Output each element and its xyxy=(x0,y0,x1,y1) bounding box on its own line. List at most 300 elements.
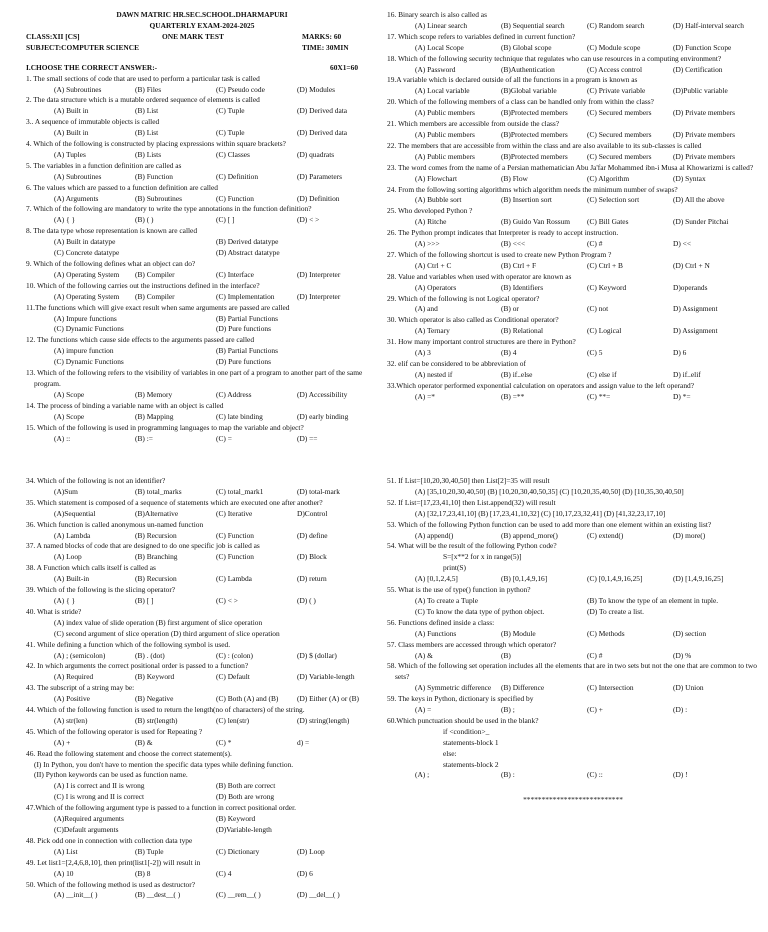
question-list-3 xyxy=(26,476,378,901)
answer-option: (C) Access control xyxy=(587,64,643,74)
answer-option: (A) Subroutines xyxy=(54,171,102,181)
question-item xyxy=(26,640,378,662)
options-row xyxy=(387,487,759,498)
answer-option: (B) Subroutines xyxy=(135,193,183,203)
answer-option: (A) { } xyxy=(54,215,76,225)
question-text: 26. The Python prompt indicates that Interpreter is ready to accept instruction. xyxy=(387,228,619,238)
answer-option: (D) Abstract datatype xyxy=(216,248,280,258)
answer-option: (A)Required arguments xyxy=(54,814,124,824)
answer-option: (B) total_marks xyxy=(135,486,182,496)
question-item xyxy=(26,858,378,880)
answer-option: (B) Branching xyxy=(135,552,178,562)
answer-option: (D) Union xyxy=(673,683,704,693)
answer-option: (A) Public members xyxy=(415,151,475,161)
school-name: DAWN MATRIC HR.SEC.SCHOOL.DHARMAPURI xyxy=(116,10,288,19)
answer-option: (A) Local Scope xyxy=(415,42,464,52)
answer-option: (B) & xyxy=(135,737,153,747)
answer-option: (A) Scope xyxy=(54,389,85,399)
answer-option: (D) Derived data xyxy=(297,128,348,138)
question-text: 31. How many important control structures are there in Python? xyxy=(387,337,576,347)
answer-option: (C) Selection sort xyxy=(587,195,640,205)
question-text: 21. Which members are accessible from outside the class? xyxy=(387,119,560,129)
question-item xyxy=(26,607,378,640)
options-row xyxy=(26,150,378,161)
question-item xyxy=(387,32,759,54)
question-text: 37. A named blocks of code that are designed to do one specific job is called as xyxy=(26,541,260,551)
question-item xyxy=(387,163,759,185)
answer-option: (D) $ (dollar) xyxy=(297,650,337,660)
answer-option: (C) Intersection xyxy=(587,683,634,693)
answer-option: (B) xyxy=(501,650,511,660)
answer-option: (A) Operating System xyxy=(54,269,120,279)
options-row xyxy=(387,705,759,716)
answer-option: (D) To create a list. xyxy=(587,606,645,616)
answer-option: (C) Function xyxy=(216,552,254,562)
answer-option: (B) Relational xyxy=(501,326,544,336)
options-row xyxy=(26,596,378,607)
answer-option: (A) I is correct and II is wrong xyxy=(54,781,145,791)
options-row xyxy=(26,890,378,901)
options-row xyxy=(26,292,378,303)
question-list-1 xyxy=(26,74,378,445)
answer-option: (D) Definition xyxy=(297,193,340,203)
options-row xyxy=(26,574,378,585)
options-row xyxy=(26,215,378,226)
answer-option: (B) Partial Functions xyxy=(216,346,278,356)
answer-option: (A) Operators xyxy=(415,282,457,292)
question-text: 1. The small sections of code that are used to perform a particular task is called xyxy=(26,73,260,83)
question-list-2 xyxy=(387,10,759,403)
options-row xyxy=(387,283,759,294)
options-row xyxy=(26,651,378,662)
options-row xyxy=(387,348,759,359)
question-item xyxy=(26,880,378,902)
answer-option: (A) Symmetric difference xyxy=(415,683,492,693)
answer-option: (C) extend() xyxy=(587,530,624,540)
end-stars: *************************** xyxy=(523,795,623,805)
answer-option: (A) Public members xyxy=(415,108,475,118)
answer-option: (C) Algorithm xyxy=(587,173,630,183)
question-item xyxy=(26,498,378,520)
answer-option: (B) Files xyxy=(135,84,162,94)
question-text: 55. What is the use of type() function in python? xyxy=(387,585,531,595)
question-item xyxy=(26,303,378,336)
question-text: 23. The word comes from the name of a Persian mathematician Abu Ja'far Mohammed ibn-i Musa al Khowarizmi is called? xyxy=(387,162,754,172)
answer-option: (D) Parameters xyxy=(297,171,342,181)
answer-option: (B)Authentication xyxy=(501,64,555,74)
answer-option: (C) late binding xyxy=(216,411,263,421)
options-row xyxy=(387,108,759,119)
answer-option: (A) ; (semicolon) xyxy=(54,650,106,660)
question-text: 30. Which operator is also called as Conditional operator? xyxy=(387,315,559,325)
question-item xyxy=(387,294,759,316)
answer-option: (A) append() xyxy=(415,530,454,540)
answer-option: (A) 10 xyxy=(54,868,74,878)
answer-option: (D) 6 xyxy=(297,868,313,878)
options-row xyxy=(387,239,759,250)
header-row-class xyxy=(26,32,378,43)
options-row xyxy=(26,194,378,205)
question-item xyxy=(387,618,759,640)
answer-option: D) *= xyxy=(673,391,691,401)
answer-option: (D) Pure functions xyxy=(216,357,272,367)
answer-option: (D) Interpreter xyxy=(297,291,341,301)
answer-option: (B) List xyxy=(135,106,159,116)
answer-option: (D) % xyxy=(673,650,692,660)
answer-option: (D) ( ) xyxy=(297,595,316,605)
options-row xyxy=(387,152,759,163)
code-line: else: xyxy=(443,748,457,758)
question-item xyxy=(387,541,759,585)
answer-option: (D) Private members xyxy=(673,129,735,139)
question-item xyxy=(26,727,378,749)
answer-option: (D) Interpreter xyxy=(297,269,341,279)
answer-option: (D) define xyxy=(297,530,328,540)
question-text: 58. Which of the following set operation includes all the elements that are in two sets but not the one that are common to two sets? xyxy=(387,661,757,682)
question-text: 2. The data structure which is a mutable ordered sequence of elements is called xyxy=(26,95,260,105)
answer-option: (A) [0,1,2,4,5] xyxy=(415,574,458,584)
answer-option: (B) ; xyxy=(501,705,515,715)
answer-option: (D) All the above xyxy=(673,195,725,205)
options-row xyxy=(26,172,378,183)
answer-option: (A) List xyxy=(54,846,78,856)
answer-option: (D) < > xyxy=(297,215,320,225)
options-row xyxy=(26,531,378,542)
options-row xyxy=(387,326,759,337)
answer-option: (C)Default arguments xyxy=(54,825,119,834)
answer-option: (B) Tuple xyxy=(135,846,164,856)
question-text: 7. Which of the following are mandatory to write the type annotations in the function definition? xyxy=(26,204,312,214)
answer-option: (A) Built in xyxy=(54,106,89,116)
question-item xyxy=(26,368,378,401)
question-item xyxy=(387,694,759,716)
answer-option: (B)Protected members xyxy=(501,151,568,161)
section-heading xyxy=(26,63,378,74)
code-line: statements-block 2 xyxy=(443,759,499,769)
answer-option: (C) Secured members xyxy=(587,151,652,161)
answer-option: (C) # xyxy=(587,239,603,249)
answer-option: (A) Ctrl + C xyxy=(415,260,452,270)
question-text: 39. Which of the following is the slicing operator? xyxy=(26,585,176,595)
code-line: statements-block 1 xyxy=(443,737,499,747)
answer-option: (D) Variable-length xyxy=(297,672,355,682)
answer-option: (A) Operating System xyxy=(54,291,120,301)
question-text: 32. elif can be considered to be abbreviation of xyxy=(387,359,526,368)
answer-option: (A)Sum xyxy=(54,486,78,496)
options-row xyxy=(26,487,378,498)
answer-option: (A) { } xyxy=(54,595,76,605)
answer-option: (C) Ctrl + B xyxy=(587,260,623,270)
answer-option: (C) Random search xyxy=(587,20,645,30)
answer-option: (B) Keyword xyxy=(216,814,256,824)
question-text: 52. If List=[17,23,41,10] then List.append(32) will result xyxy=(387,497,556,507)
question-text: 18. Which of the following security technique that regulates who can use resources in a computing environment? xyxy=(387,53,722,63)
answer-option: (B) =** xyxy=(501,391,525,401)
question-text: 51. If List=[10,20,30,40,50] then List[2]=35 will result xyxy=(387,476,550,485)
answer-option: (C) else if xyxy=(587,369,617,379)
question-text: 47.Which of the following argument type is passed to a function in correct positional order. xyxy=(26,803,296,813)
question-text: 17. Which scope refers to variables defined in current function? xyxy=(387,31,576,41)
options-row xyxy=(26,128,378,139)
answer-option: (B) To know the type of an element in tuple. xyxy=(587,595,719,605)
answer-option: (B) . (dot) xyxy=(135,650,165,660)
question-text: 36. Which function is called anonymous un-named function xyxy=(26,519,204,529)
question-item xyxy=(26,803,378,836)
answer-option: (A) :: xyxy=(54,433,71,443)
answer-option: (B) Function xyxy=(135,171,173,181)
answer-option: (D) Either (A) or (B) xyxy=(297,694,359,704)
answer-option: (D) Block xyxy=(297,552,327,562)
section-title: I.CHOOSE THE CORRECT ANSWER:- xyxy=(26,62,158,72)
options-row xyxy=(387,86,759,97)
answer-option: (C) : (colon) xyxy=(216,650,253,660)
question-item xyxy=(387,381,759,403)
options-row xyxy=(387,21,759,32)
question-item xyxy=(387,337,759,359)
answer-option: (B) Insertion sort xyxy=(501,195,552,205)
answer-option: (B) append_more() xyxy=(501,530,558,540)
answer-option: (A) Scope xyxy=(54,411,85,421)
answer-option: (B)Global variable xyxy=(501,86,557,96)
section-marks: 60X1=60 xyxy=(330,62,359,72)
answer-option: (C) Keyword xyxy=(587,282,627,292)
answer-option: (B) Compiler xyxy=(135,269,175,279)
question-item xyxy=(26,335,378,368)
answer-option: (C) not xyxy=(587,304,609,314)
question-text: 11.The functions which will give exact result when same arguments are passed are called xyxy=(26,302,290,312)
question-item xyxy=(26,563,378,585)
answer-option: (B) Mapping xyxy=(135,411,174,421)
answer-option: (D) string(length) xyxy=(297,715,350,725)
question-text: 35. Which statement is composed of a sequence of statements which are executed one after another? xyxy=(26,497,323,507)
options-row xyxy=(387,304,759,315)
answer-option: (B) or xyxy=(501,304,519,314)
answer-option: (A) To create a Tuple xyxy=(415,595,478,605)
question-text: 34. Which of the following is not an identifier? xyxy=(26,476,166,485)
answer-option: (C) Function xyxy=(216,193,254,203)
answer-option: d) = xyxy=(297,737,310,747)
answer-option: D)Control xyxy=(297,508,328,518)
question-text: 15. Which of the following is used in programming languages to map the variable and object? xyxy=(26,422,304,432)
question-item xyxy=(26,401,378,423)
options-row xyxy=(387,195,759,206)
question-item xyxy=(387,75,759,97)
question-text: 16. Binary search is also called as xyxy=(387,10,487,19)
answer-option: (C) Dynamic Functions xyxy=(54,324,124,334)
question-text: 9. Which of the following defines what an object can do? xyxy=(26,259,196,268)
question-item xyxy=(26,749,378,804)
answer-option: (D) Derived data xyxy=(297,106,348,116)
question-text: 5. The variables in a function definition are called as xyxy=(26,160,182,170)
question-text: 3.. A sequence of immutable objects is called xyxy=(26,117,160,127)
question-text: 13. Which of the following refers to the visibility of variables in one part of a program to another part of the same program. xyxy=(26,368,363,388)
answer-option: (C) Iterative xyxy=(216,508,253,518)
question-text: 41. While defining a function which of the following symbol is used. xyxy=(26,639,231,649)
answer-option: D)operands xyxy=(673,282,708,292)
answer-option: (D) : xyxy=(673,705,688,715)
answer-option: (B) Difference xyxy=(501,683,545,693)
answer-option: (B) Module xyxy=(501,628,536,638)
answer-option: (A) Public members xyxy=(415,129,475,139)
answer-option: (A) Loop xyxy=(54,552,82,562)
question-text: 6. The values which are passed to a function definition are called xyxy=(26,182,218,192)
answer-option: (C) To know the data type of python object. xyxy=(415,606,545,616)
options-row xyxy=(387,130,759,141)
answer-option: (C) Interface xyxy=(216,269,254,279)
answer-option: (A) str(len) xyxy=(54,715,88,725)
question-item xyxy=(26,161,378,183)
question-text: 22. The members that are accessible from within the class and are also available to its sub-classes is called xyxy=(387,140,702,150)
question-text: 59. The keys in Python, dictionary is specified by xyxy=(387,694,534,704)
question-item xyxy=(26,74,378,96)
options-row xyxy=(26,781,378,803)
answer-option: (D) total-mark xyxy=(297,486,340,496)
answer-option: (B) 4 xyxy=(501,348,517,358)
answer-option: (C) < > xyxy=(216,595,238,605)
subject-label: SUBJECT:COMPUTER SCIENCE xyxy=(26,42,139,52)
options-row xyxy=(387,261,759,272)
options-row xyxy=(26,237,378,259)
answer-option: (A) Subroutines xyxy=(54,84,102,94)
answer-option: D) if..elif xyxy=(673,369,701,379)
answer-option: (B) Global scope xyxy=(501,42,552,52)
answer-option: (C) Module scope xyxy=(587,42,641,52)
question-item xyxy=(26,95,378,117)
answer-option: (C) Definition xyxy=(216,171,259,181)
options-row xyxy=(26,346,378,368)
question-item xyxy=(26,541,378,563)
answer-option: (B) if..else xyxy=(501,369,533,379)
options-row xyxy=(26,618,378,640)
answer-option: (A) Bubble sort xyxy=(415,195,462,205)
code-line: print(S) xyxy=(443,563,466,573)
answer-option: (C) total_mark1 xyxy=(216,486,264,496)
answer-option: (C) 4 xyxy=(216,868,232,878)
options-row xyxy=(387,596,759,618)
answer-option: D) << xyxy=(673,239,691,249)
question-item xyxy=(26,520,378,542)
question-item xyxy=(387,359,759,381)
answer-option: (B) Partial Functions xyxy=(216,313,278,323)
question-item xyxy=(387,661,759,694)
answer-option: (D) Accessibility xyxy=(297,389,348,399)
answer-option: (A) Flowchart xyxy=(415,173,458,183)
answer-option: (C) Implementation xyxy=(216,291,275,301)
answer-option: (B) Ctrl + F xyxy=(501,260,537,270)
question-statement: (II) Python keywords can be used as function name. xyxy=(34,770,188,780)
answer-option: (D) Certification xyxy=(673,64,723,74)
answer-option: (D) quadrats xyxy=(297,149,335,159)
question-item xyxy=(387,97,759,119)
question-text: 45. Which of the following operator is used for Repeating ? xyxy=(26,726,203,736)
answer-option: (A) & xyxy=(415,650,433,660)
answer-option: (A) Built in datatype xyxy=(54,237,116,247)
answer-option: (C) # xyxy=(587,650,603,660)
answer-option: (B)Protected members xyxy=(501,108,568,118)
question-item xyxy=(26,204,378,226)
code-line: if <condition>_ xyxy=(443,726,490,736)
question-text: 50. Which of the following method is used as destructor? xyxy=(26,879,195,889)
answer-option: (B) Compiler xyxy=(135,291,175,301)
question-item xyxy=(26,281,378,303)
question-text: 27. Which of the following shortcut is used to create new Python Program ? xyxy=(387,249,612,259)
answer-option: (B) Recursion xyxy=(135,574,177,584)
answer-option: (A) Password xyxy=(415,64,456,74)
answer-option: (C) :: xyxy=(587,770,603,780)
question-item xyxy=(26,117,378,139)
question-item xyxy=(26,226,378,259)
answer-option: (B) Flow xyxy=(501,173,528,183)
question-text: 60.Which punctuation should be used in the blank? xyxy=(387,715,539,725)
question-item xyxy=(387,585,759,618)
answer-option: (C) * xyxy=(216,737,232,747)
answer-option: (C) = xyxy=(216,433,232,443)
answer-option: (C) Address xyxy=(216,389,252,399)
answer-option: D) Assignment xyxy=(673,326,718,336)
options-row xyxy=(387,574,759,585)
column-top-right xyxy=(387,10,759,403)
answer-option: (C) Dynamic Functions xyxy=(54,357,124,367)
question-text: 49. Let list1=[2,4,6,8,10], then print(list1[-2]) will result in xyxy=(26,857,201,867)
answer-option: (C) I is wrong and II is correct xyxy=(54,792,145,802)
options-row xyxy=(26,672,378,683)
answer-option: (B) ( ) xyxy=(135,215,154,225)
question-item xyxy=(387,476,759,498)
answer-option: (C) Classes xyxy=(216,149,250,159)
answer-option: (D) Modules xyxy=(297,84,335,94)
options-row xyxy=(26,738,378,749)
question-item xyxy=(26,139,378,161)
answer-option: (A) ; xyxy=(415,770,430,780)
answer-option: (D)Variable-length xyxy=(216,825,272,834)
answer-option: (C) Private variable xyxy=(587,86,646,96)
answer-option: (B) : xyxy=(501,770,515,780)
time-label: TIME: 30MIN xyxy=(302,42,349,52)
answer-option: (C) Tuple xyxy=(216,128,245,138)
answer-option: (A) Linear search xyxy=(415,20,468,30)
question-item xyxy=(387,206,759,228)
question-item xyxy=(26,259,378,281)
options-row xyxy=(387,509,759,520)
question-item xyxy=(387,640,759,662)
question-text: 46. Read the following statement and choose the correct statement(s). xyxy=(26,748,232,758)
answer-option: (D) __del__( ) xyxy=(297,890,340,900)
answer-option: (D) Syntax xyxy=(673,173,706,183)
answer-option: (A) nested if xyxy=(415,369,453,379)
answer-option: (D) Ctrl + N xyxy=(673,260,710,270)
question-item xyxy=(387,498,759,520)
question-text: 12. The functions which cause side effects to the arguments passed are called xyxy=(26,335,255,345)
answer-option: (B) Recursion xyxy=(135,530,177,540)
answer-option: (B) Derived datatype xyxy=(216,237,279,247)
question-item xyxy=(387,520,759,542)
answer-option: (A) __init__( ) xyxy=(54,890,98,900)
question-item xyxy=(26,683,378,705)
question-text: 10. Which of the following carries out the instructions defined in the interface? xyxy=(26,280,260,290)
answer-option: (C) Both (A) and (B) xyxy=(216,694,279,704)
answer-option: (A) + xyxy=(54,737,71,747)
question-item xyxy=(26,423,378,445)
options-row xyxy=(387,629,759,640)
answer-option: (C) Bill Gates xyxy=(587,217,629,227)
question-item xyxy=(387,54,759,76)
answer-option: D) Assignment xyxy=(673,304,718,314)
answer-option: (C) Logical xyxy=(587,326,622,336)
options-row xyxy=(26,270,378,281)
answer-option: (B) Identifiers xyxy=(501,282,544,292)
answer-option: (A) Impure functions xyxy=(54,313,117,323)
answer-option: (C) second argument of slice operation (D) third argument of slice operation xyxy=(54,628,280,638)
